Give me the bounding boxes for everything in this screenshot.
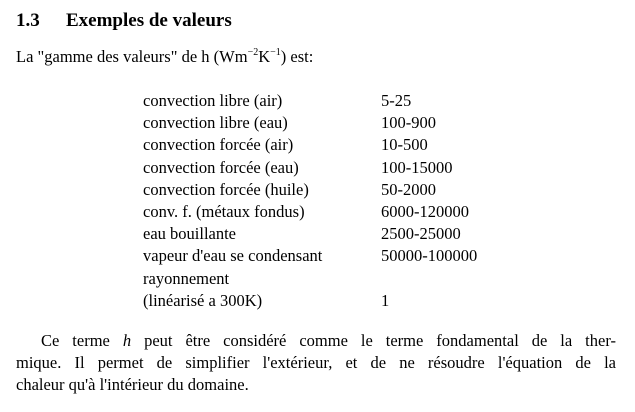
intro-text-middle: K (258, 47, 271, 66)
values-table (143, 90, 477, 312)
row-value: 6000-120000 (381, 202, 469, 222)
row-label: conv. f. (métaux fondus) (143, 202, 305, 222)
intro-exponent-1: −2 (247, 47, 259, 58)
body-paragraph (16, 330, 616, 397)
row-value: 10-500 (381, 135, 428, 155)
table-row (143, 179, 477, 201)
row-label-line2: (linéarisé a 300K) (143, 290, 263, 310)
row-label-radiation (143, 268, 381, 312)
row-label-line1: rayonnement (143, 268, 230, 288)
paragraph-line1-before: Ce terme (41, 331, 123, 350)
row-value: 50-2000 (381, 179, 436, 199)
variable-h: h (122, 331, 132, 350)
section-number: 1.3 (16, 10, 40, 31)
paragraph-line-2: mique. Il permet de simplifier l'extérieur, et de ne résoudre l'équation de la (16, 353, 616, 373)
row-value-radiation: 1 (381, 290, 390, 310)
intro-text-after: ) est: (280, 47, 314, 66)
intro-exponent-2: −1 (270, 47, 281, 58)
intro-text-before: La "gamme des valeurs" de h (Wm (16, 47, 248, 66)
table-row-radiation (143, 268, 477, 312)
row-value: 2500-25000 (381, 224, 461, 244)
table-row (143, 90, 477, 112)
row-label: convection forcée (eau) (143, 157, 299, 177)
paragraph-line-3: chaleur qu'à l'intérieur du domaine. (16, 375, 249, 395)
section-heading (16, 10, 232, 32)
table-row (143, 134, 477, 156)
row-value: 5-25 (381, 91, 412, 110)
row-value: 50000-100000 (381, 246, 478, 266)
table-row (143, 157, 477, 179)
intro-sentence (16, 47, 313, 67)
row-label: eau bouillante (143, 224, 237, 244)
row-label: convection libre (air) (143, 91, 283, 110)
row-value: 100-900 (381, 113, 436, 133)
paragraph-line-1 (16, 330, 616, 352)
table-row (143, 223, 477, 245)
paragraph-line1-after: peut être considéré comme le terme fondamental de la ther- (131, 331, 616, 350)
row-label: convection libre (eau) (143, 113, 288, 133)
row-label: convection forcée (huile) (143, 179, 309, 199)
table-row (143, 245, 477, 267)
row-value: 100-15000 (381, 157, 453, 177)
row-label: vapeur d'eau se condensant (143, 246, 323, 266)
table-row (143, 201, 477, 223)
table-row (143, 112, 477, 134)
section-title: Exemples de valeurs (66, 10, 232, 31)
row-label: convection forcée (air) (143, 135, 294, 155)
